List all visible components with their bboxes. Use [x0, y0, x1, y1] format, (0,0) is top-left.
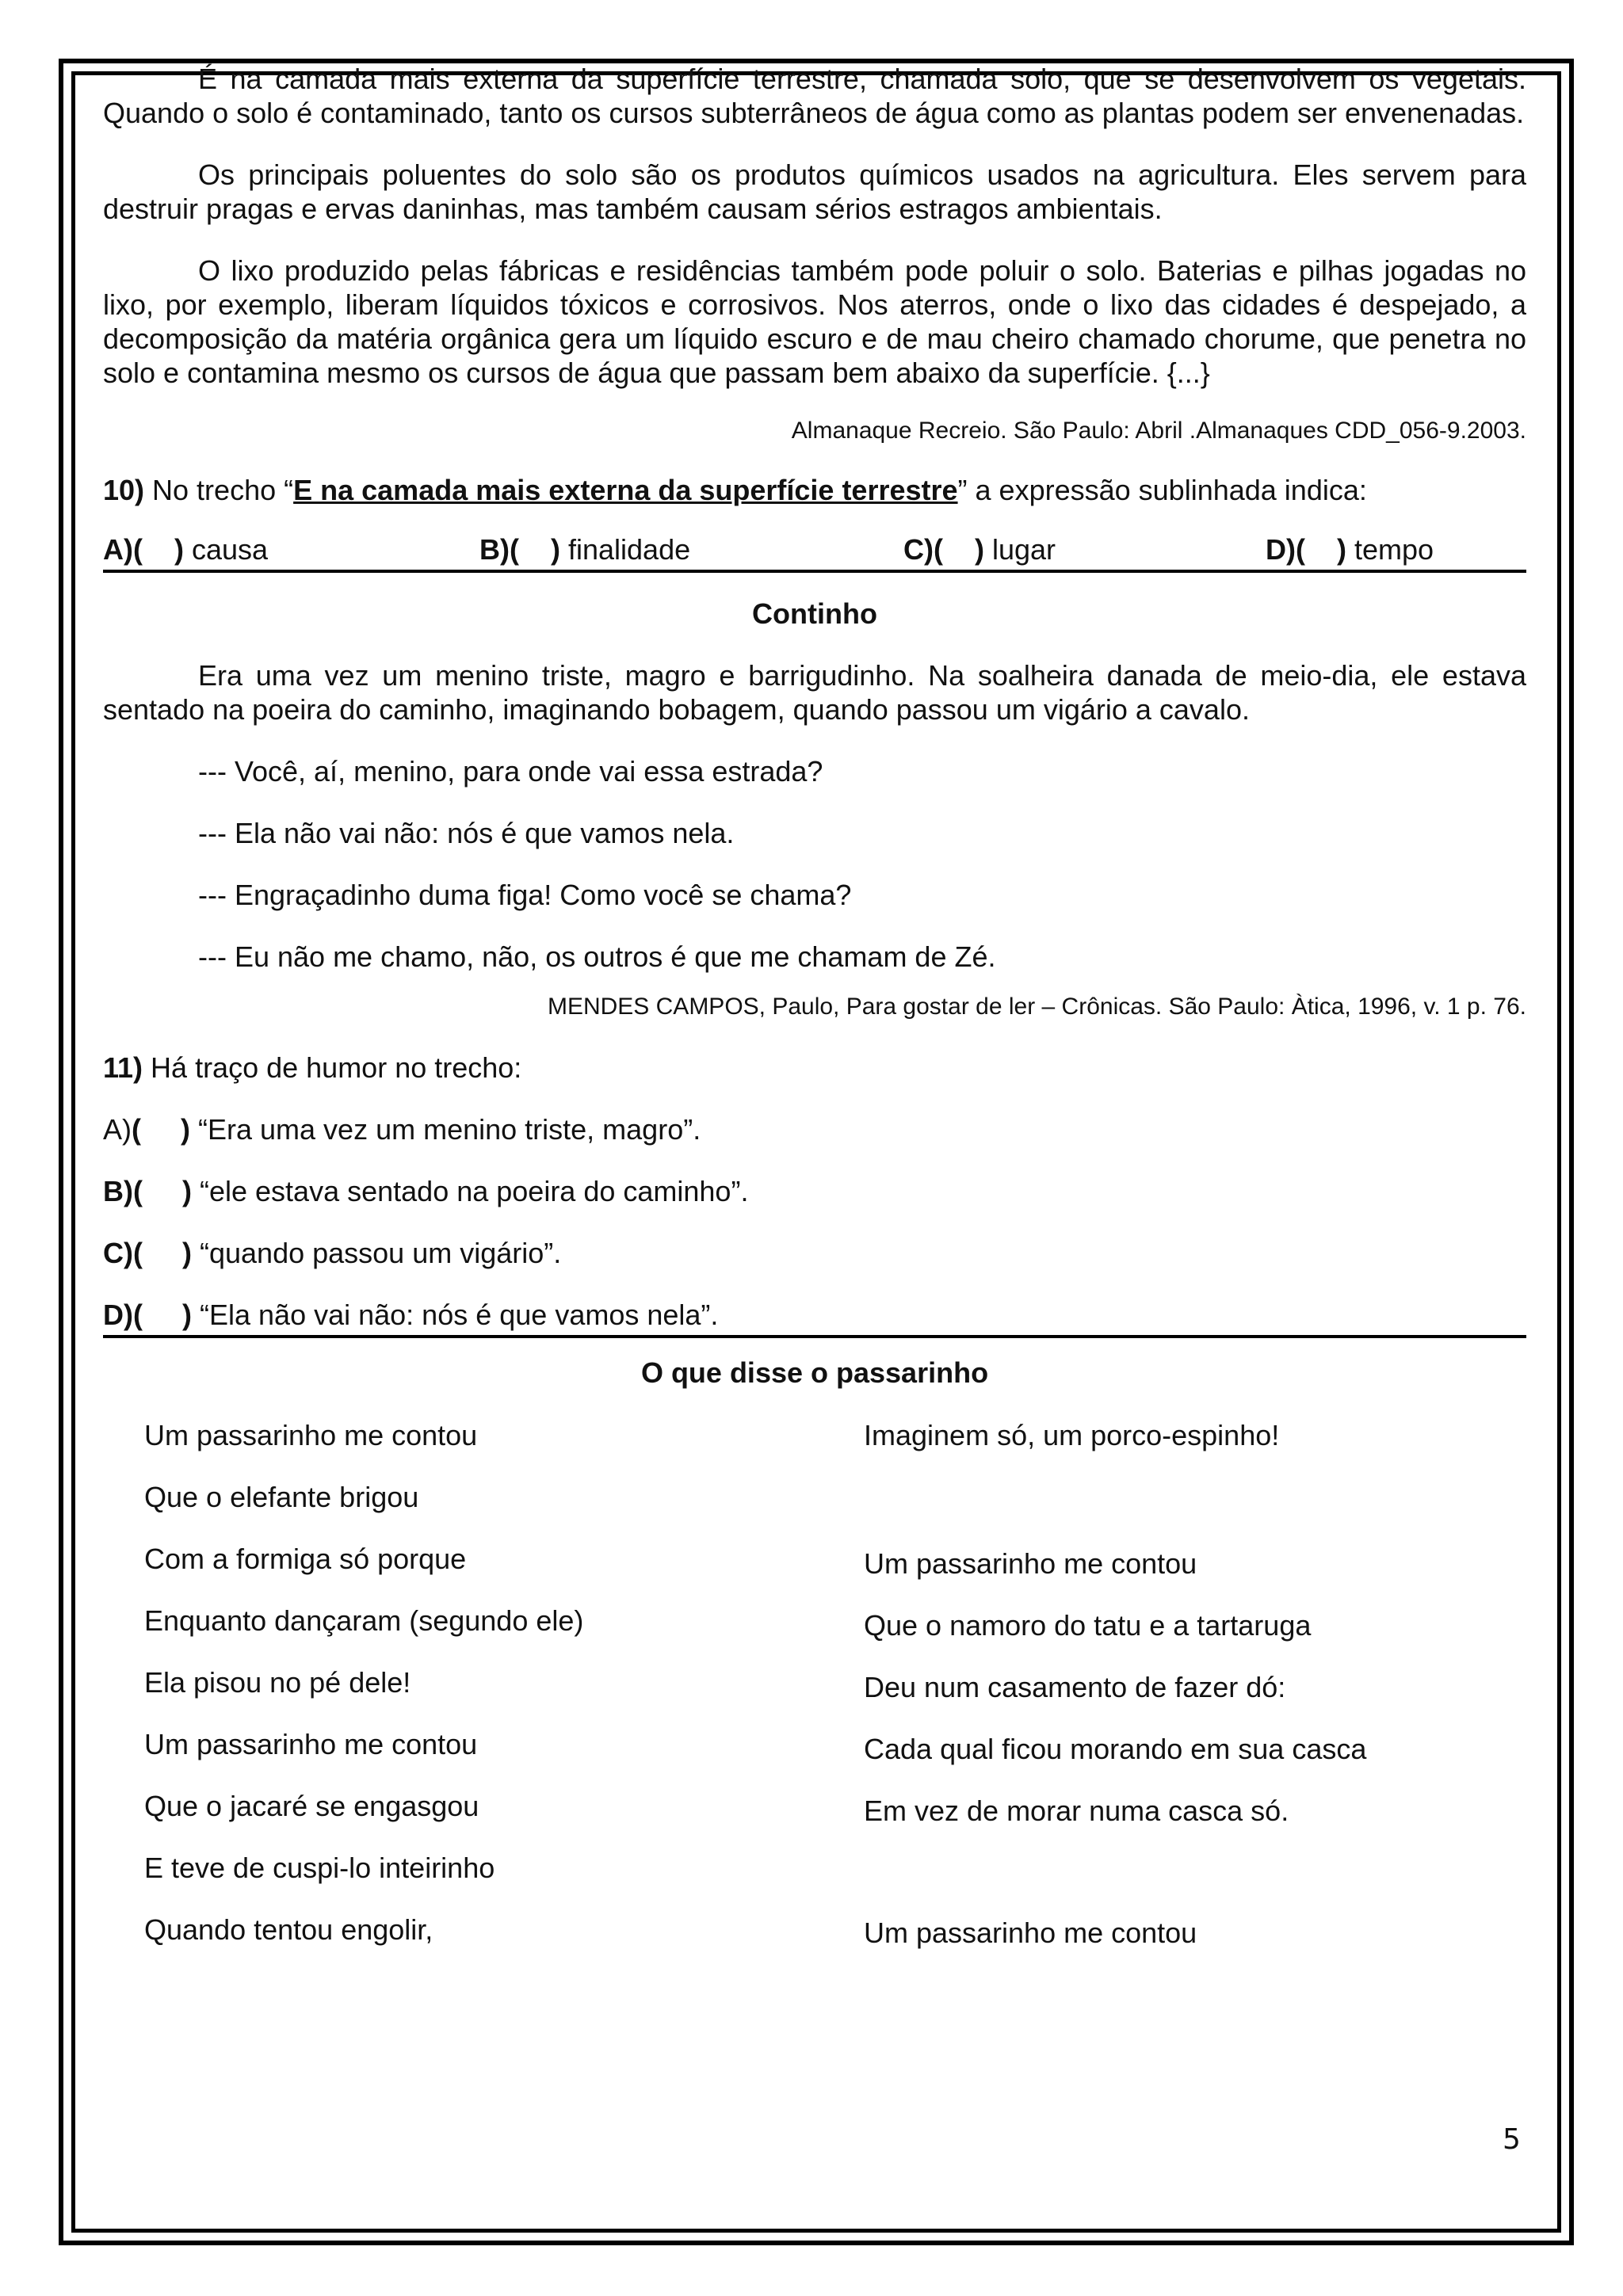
continho-dialog-2: --- Ela não vai não: nós é que vamos nela. — [198, 817, 735, 849]
question-10 — [103, 473, 1526, 507]
option-text: “quando passou um vigário”. — [192, 1237, 562, 1269]
question-10-option-d[interactable] — [1266, 532, 1434, 566]
option-text: “ele estava sentado na poeira do caminho”. — [192, 1175, 749, 1207]
poem-body — [103, 1418, 1526, 1949]
poem-column-right — [864, 1418, 1498, 1949]
question-11-option-c[interactable] — [103, 1236, 1526, 1270]
text1-paragraph-1: É na camada mais externa da superfície terrestre, chamada solo, que se desenvolvem os vegetais. Quando o solo é contaminado, tanto os cursos subterrâneos de água como as plantas podem ser envenenadas. — [103, 63, 1526, 129]
question-10-option-a[interactable] — [103, 532, 268, 566]
question-10-option-c[interactable] — [903, 532, 1056, 566]
poem-line: Ela pisou no pé dele! — [144, 1666, 411, 1699]
option-letter: A)( — [103, 533, 143, 566]
option-paren: ) — [518, 533, 560, 566]
option-letter: D)( — [1266, 533, 1305, 566]
option-paren: ( ) — [133, 1237, 192, 1269]
continho-dialog-4: --- Eu não me chamo, não, os outros é que me chamam de Zé. — [198, 940, 996, 973]
option-paren: ( ) — [133, 1299, 192, 1331]
continho-paragraph: Era uma vez um menino triste, magro e barrigudinho. Na soalheira danada de meio-dia, ele estava sentado na poeira do caminho, imaginando bobagem, quando passou um vigário a cavalo. — [103, 659, 1526, 726]
option-paren: ) — [142, 533, 184, 566]
option-text: lugar — [983, 533, 1056, 566]
poem-line: Um passarinho me contou — [144, 1419, 478, 1451]
question-10-post: ” a expressão sublinhada indica: — [957, 474, 1367, 506]
continho-source: MENDES CAMPOS, Paulo, Para gostar de ler – Crônicas. São Paulo: Àtica, 1996, v. 1 p. 76. — [547, 994, 1526, 1020]
option-letter: B) — [103, 1175, 133, 1207]
option-text: “Era uma vez um menino triste, magro”. — [190, 1113, 701, 1146]
continho-title: Continho — [752, 597, 877, 630]
question-11-option-d[interactable] — [103, 1298, 1526, 1338]
poem-line: E teve de cuspi-lo inteirinho — [144, 1852, 495, 1884]
page-content — [103, 62, 1526, 1949]
text1-source: Almanaque Recreio. São Paulo: Abril .Almanaques CDD_056-9.2003. — [791, 418, 1526, 444]
poem-line: Um passarinho me contou — [864, 1917, 1197, 1949]
poem-line: Que o namoro do tatu e a tartaruga — [864, 1609, 1312, 1642]
poem-title: O que disse o passarinho — [640, 1356, 989, 1389]
question-11-stem: Há traço de humor no trecho: — [143, 1051, 522, 1084]
option-paren: ) — [942, 533, 984, 566]
poem-line: Cada qual ficou morando em sua casca — [864, 1733, 1367, 1765]
option-text: tempo — [1346, 533, 1434, 566]
option-text: finalidade — [559, 533, 691, 566]
poem-line: Um passarinho me contou — [864, 1547, 1197, 1580]
text1-paragraph-2: Os principais poluentes do solo são os produtos químicos usados na agricultura. Eles servem para destruir pragas e ervas daninhas, mas também causam sérios estragos ambientais. — [103, 158, 1526, 225]
poem-line: Em vez de morar numa casca só. — [864, 1794, 1289, 1827]
poem-line: Um passarinho me contou — [144, 1728, 478, 1760]
question-10-options — [103, 532, 1526, 573]
poem-line: Que o elefante brigou — [144, 1481, 419, 1513]
poem-line: Imaginem só, um porco-espinho! — [864, 1419, 1280, 1451]
poem-line: Quando tentou engolir, — [144, 1913, 433, 1946]
option-letter: A) — [103, 1113, 132, 1146]
text1-paragraph-3: O lixo produzido pelas fábricas e residências também pode poluir o solo. Baterias e pilhas jogadas no lixo, por exemplo, liberam líquidos tóxicos e corrosivos. Nos aterros, onde o lixo das cidades é despejado, a decomposição da matéria orgânica gera um líquido escuro e de mau cheiro chamado chorume, que penetra no solo e contamina mesmo os cursos de água que passam bem abaixo da superfície. {...} — [103, 254, 1526, 389]
page-number: 5 — [1503, 2123, 1521, 2156]
option-paren: ( ) — [133, 1175, 192, 1207]
question-10-number: 10) — [103, 474, 145, 506]
question-10-quote: E na camada mais externa da superfície terrestre — [293, 474, 958, 506]
poem-line: Que o jacaré se engasgou — [144, 1790, 479, 1822]
poem-line: Com a formiga só porque — [144, 1543, 467, 1575]
option-paren: ) — [1304, 533, 1346, 566]
poem-column-left — [144, 1418, 864, 1946]
option-letter: C)( — [903, 533, 943, 566]
option-paren: ( ) — [132, 1113, 190, 1146]
question-10-option-b[interactable] — [479, 532, 690, 566]
question-11-option-b[interactable] — [103, 1174, 1526, 1208]
option-letter: D) — [103, 1299, 133, 1331]
continho-dialog-1: --- Você, aí, menino, para onde vai essa estrada? — [198, 755, 823, 788]
option-text: causa — [183, 533, 269, 566]
question-11-option-a[interactable] — [103, 1112, 1526, 1146]
continho-dialog-3: --- Engraçadinho duma figa! Como você se chama? — [198, 879, 852, 911]
question-11-number: 11) — [103, 1051, 143, 1084]
poem-line: Enquanto dançaram (segundo ele) — [144, 1604, 584, 1637]
option-letter: C) — [103, 1237, 133, 1269]
poem-line: Deu num casamento de fazer dó: — [864, 1671, 1286, 1703]
question-11 — [103, 1051, 1526, 1085]
question-10-pre: No trecho “ — [144, 474, 294, 506]
option-letter: B)( — [479, 533, 519, 566]
option-text: “Ela não vai não: nós é que vamos nela”. — [192, 1299, 719, 1331]
